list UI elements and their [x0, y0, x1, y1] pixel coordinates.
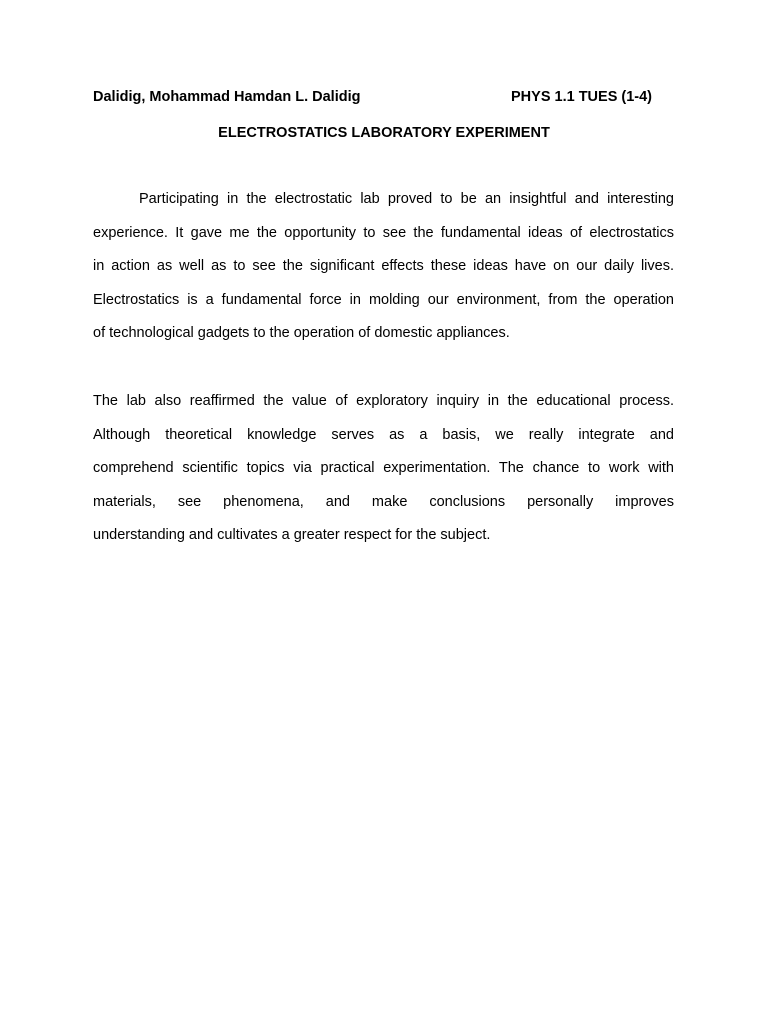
author-name: Dalidig, Mohammad Hamdan L. Dalidig: [93, 89, 361, 105]
paragraph-line: in action as well as to see the significant effects these ideas have on our daily lives.: [93, 258, 674, 275]
document-title: ELECTROSTATICS LABORATORY EXPERIMENT: [218, 125, 550, 141]
paragraph-line: understanding and cultivates a greater respect for the subject.: [93, 527, 491, 544]
paragraph-line: The lab also reaffirmed the value of exploratory inquiry in the educational process.: [93, 393, 674, 409]
paragraph-line: experience. It gave me the opportunity to see the fundamental ideas of electrostatics: [93, 224, 674, 241]
paragraph-1: [93, 183, 674, 351]
paragraph-line: Electrostatics is a fundamental force in molding our environment, from the operation: [93, 291, 674, 308]
paragraph-line: comprehend scientific topics via practical experimentation. The chance to work with: [93, 460, 674, 477]
paragraph-line: materials, see phenomena, and make conclusions personally improves: [93, 493, 674, 510]
document-header: [93, 87, 675, 107]
paragraph-2: [93, 385, 674, 553]
paragraph-line: Participating in the electrostatic lab proved to be an insightful and interesting: [139, 191, 674, 207]
course-code: PHYS 1.1 TUES (1-4): [511, 89, 653, 105]
paragraph-line: Although theoretical knowledge serves as a basis, we really integrate and: [93, 426, 674, 443]
paragraph-line: of technological gadgets to the operation of domestic appliances.: [93, 325, 510, 342]
